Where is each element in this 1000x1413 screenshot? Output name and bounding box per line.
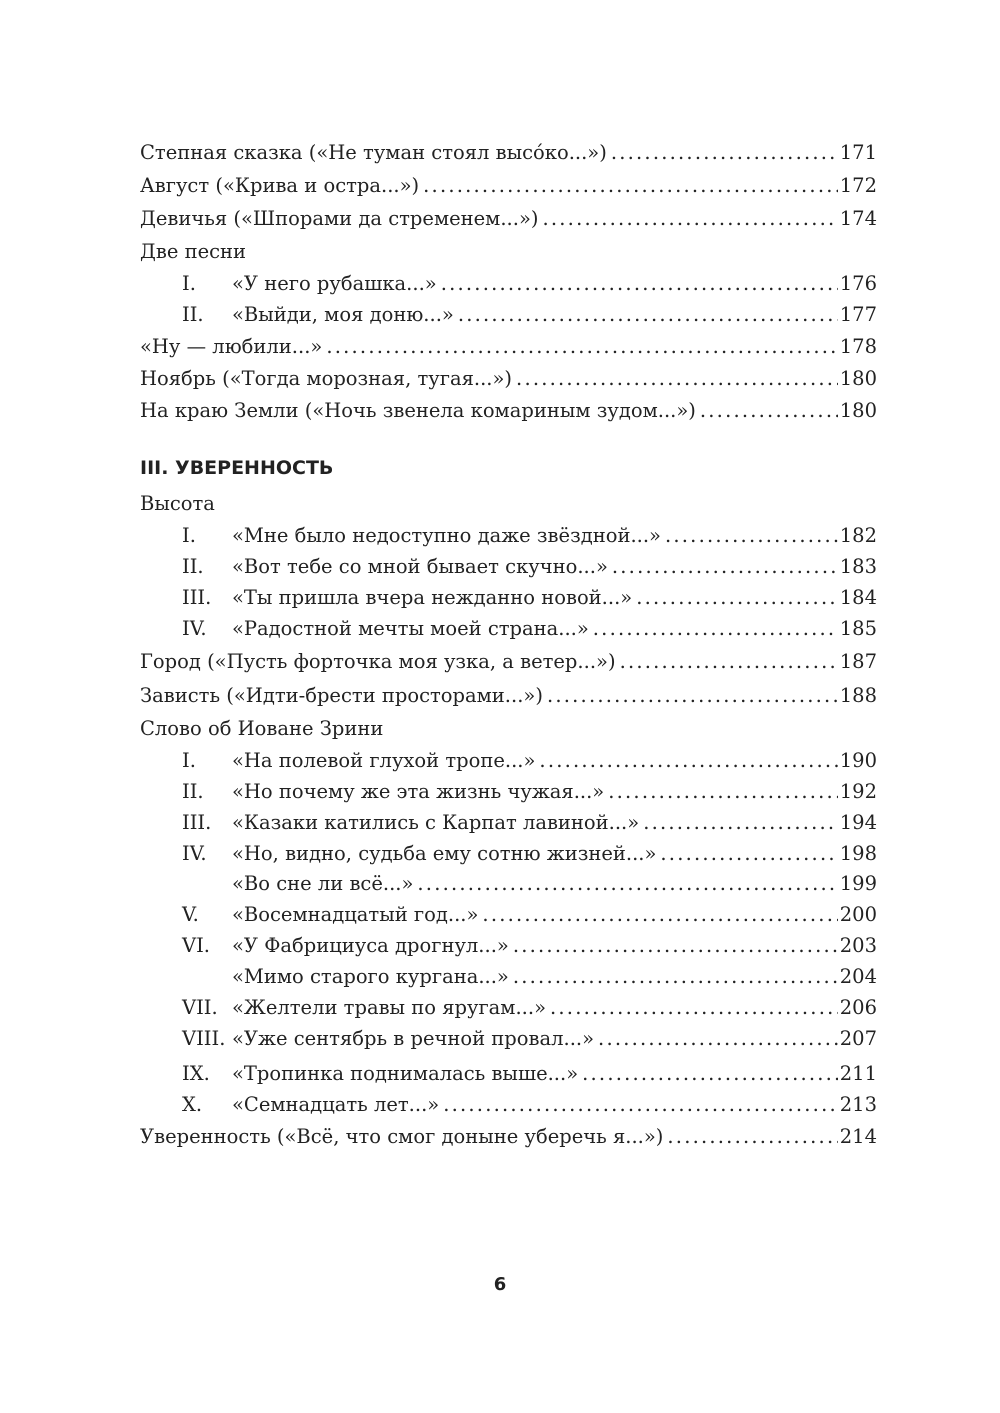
- roman-numeral: IV.: [182, 617, 207, 640]
- toc-entry: [140, 684, 877, 708]
- page-number: 178: [839, 335, 877, 358]
- page-number: 184: [839, 586, 877, 609]
- page-number: 183: [839, 555, 877, 578]
- entry-title: Ноябрь («Тогда морозная, тугая...»): [140, 367, 513, 390]
- roman-numeral: I.: [182, 524, 196, 547]
- page-number: 182: [839, 524, 877, 547]
- dot-leader: [513, 934, 838, 958]
- toc-subentry: [182, 903, 877, 927]
- roman-numeral: IX.: [182, 1062, 210, 1085]
- roman-numeral: II.: [182, 303, 204, 326]
- toc-entry: [140, 650, 877, 674]
- entry-title: Август («Крива и остра...»): [140, 174, 420, 197]
- page-number: 214: [839, 1125, 877, 1148]
- page-number: 188: [839, 684, 877, 707]
- toc-entry: [140, 141, 877, 165]
- dot-leader: [598, 1027, 838, 1051]
- page-number: 199: [839, 872, 877, 895]
- entry-title: Город («Пусть форточка моя узка, а ветер...»): [140, 650, 616, 673]
- page-number: 192: [839, 780, 877, 803]
- dot-leader: [417, 872, 837, 896]
- roman-numeral: II.: [182, 555, 204, 578]
- entry-title: Степная сказка («Не туман стоял высо́ко...»): [140, 141, 607, 164]
- roman-numeral: II.: [182, 780, 204, 803]
- toc-subentry: [182, 1027, 877, 1051]
- dot-leader: [513, 965, 838, 989]
- entry-title: «Вот тебе со мной бывает скучно...»: [232, 555, 608, 578]
- page-folio: 6: [493, 1274, 507, 1295]
- page-number: 180: [839, 367, 877, 390]
- page-number: 190: [839, 749, 877, 772]
- toc-subentry: [182, 780, 877, 804]
- dot-leader: [608, 780, 838, 804]
- entry-title: На краю Земли («Ночь звенела комариным зудом...»): [140, 399, 696, 422]
- roman-numeral: VI.: [182, 934, 210, 957]
- page-number: 203: [839, 934, 877, 957]
- roman-numeral: I.: [182, 749, 196, 772]
- entry-title: «Выйди, моя доню...»: [232, 303, 454, 326]
- roman-numeral: IV.: [182, 842, 207, 865]
- dot-leader: [593, 617, 838, 641]
- entry-title: «Но, видно, судьба ему сотню жизней...»: [232, 842, 657, 865]
- toc-entry: [140, 367, 877, 391]
- page-number: 211: [839, 1062, 877, 1085]
- dot-leader: [700, 399, 838, 423]
- roman-numeral: I.: [182, 272, 196, 295]
- roman-numeral: V.: [182, 903, 199, 926]
- dot-leader: [667, 1125, 837, 1149]
- toc-subentry: [182, 842, 877, 866]
- dot-leader: [441, 272, 838, 296]
- section-heading: III. УВЕРЕННОСТЬ: [140, 457, 334, 479]
- page-number: 180: [839, 399, 877, 422]
- toc-entry: [140, 1125, 877, 1149]
- roman-numeral: VIII.: [182, 1027, 226, 1050]
- entry-title: «У Фабрициуса дрогнул...»: [232, 934, 509, 957]
- toc-entry: [140, 174, 877, 198]
- dot-leader: [612, 555, 838, 579]
- page-number: 185: [839, 617, 877, 640]
- dot-leader: [611, 141, 838, 165]
- dot-leader: [542, 207, 837, 231]
- group-title: Две песни: [140, 240, 247, 263]
- table-of-contents: [140, 0, 877, 1413]
- page-number: 206: [839, 996, 877, 1019]
- entry-title: «Радостной мечты моей страна...»: [232, 617, 589, 640]
- entry-title: «Желтели травы по яругам...»: [232, 996, 546, 1019]
- page-number: 198: [839, 842, 877, 865]
- toc-subentry: [182, 749, 877, 773]
- group-title: Высота: [140, 492, 215, 515]
- page-number: 187: [839, 650, 877, 673]
- toc-entry: [140, 335, 877, 359]
- dot-leader: [620, 650, 838, 674]
- entry-title: «Семнадцать лет...»: [232, 1093, 440, 1116]
- entry-title: Девичья («Шпорами да стременем...»): [140, 207, 539, 230]
- page-number: 213: [839, 1093, 877, 1116]
- toc-subentry: [182, 1062, 877, 1086]
- toc-entry: [140, 399, 877, 423]
- page-number: 174: [839, 207, 877, 230]
- dot-leader: [443, 1093, 838, 1117]
- entry-title: Зависть («Идти-брести просторами...»): [140, 684, 543, 707]
- dot-leader: [665, 524, 838, 548]
- page-number: 171: [839, 141, 877, 164]
- entry-title: «Уже сентябрь в речной провал...»: [232, 1027, 595, 1050]
- entry-title: Уверенность («Всё, что смог доныне уберечь я...»): [140, 1125, 664, 1148]
- entry-title: «Мимо старого кургана...»: [232, 965, 509, 988]
- entry-title: «Тропинка поднималась выше...»: [232, 1062, 579, 1085]
- entry-title: «Ну — любили...»: [140, 335, 323, 358]
- entry-title: «Мне было недоступно даже звёздной...»: [232, 524, 661, 547]
- toc-subentry: [182, 872, 877, 896]
- toc-subentry: [182, 965, 877, 989]
- entry-title: «Казаки катились с Карпат лавиной...»: [232, 811, 640, 834]
- toc-subentry: [182, 934, 877, 958]
- toc-subentry: [182, 586, 877, 610]
- dot-leader: [458, 303, 838, 327]
- entry-title: «Но почему же эта жизнь чужая...»: [232, 780, 605, 803]
- dot-leader: [482, 903, 837, 927]
- dot-leader: [547, 684, 838, 708]
- entry-title: «Во сне ли всё...»: [232, 872, 414, 895]
- dot-leader: [582, 1062, 838, 1086]
- entry-title: «У него рубашка...»: [232, 272, 437, 295]
- dot-leader: [643, 811, 838, 835]
- toc-entry: [140, 207, 877, 231]
- page-number: 194: [839, 811, 877, 834]
- page-number: 204: [839, 965, 877, 988]
- page-number: 200: [839, 903, 877, 926]
- dot-leader: [636, 586, 838, 610]
- roman-numeral: III.: [182, 586, 212, 609]
- roman-numeral: VII.: [182, 996, 218, 1019]
- page-number: 172: [839, 174, 877, 197]
- toc-subentry: [182, 811, 877, 835]
- dot-leader: [550, 996, 838, 1020]
- dot-leader: [516, 367, 838, 391]
- page-number: 207: [839, 1027, 877, 1050]
- dot-leader: [539, 749, 837, 773]
- page-number: 176: [839, 272, 877, 295]
- group-title: Слово об Иоване Зрини: [140, 717, 384, 740]
- page-number: 177: [839, 303, 877, 326]
- dot-leader: [660, 842, 837, 866]
- toc-subentry: [182, 303, 877, 327]
- entry-title: «Ты пришла вчера нежданно новой...»: [232, 586, 633, 609]
- dot-leader: [423, 174, 838, 198]
- dot-leader: [326, 335, 837, 359]
- toc-subentry: [182, 555, 877, 579]
- toc-subentry: [182, 617, 877, 641]
- toc-subentry: [182, 1093, 877, 1117]
- toc-subentry: [182, 996, 877, 1020]
- roman-numeral: III.: [182, 811, 212, 834]
- toc-subentry: [182, 524, 877, 548]
- entry-title: «На полевой глухой тропе...»: [232, 749, 536, 772]
- roman-numeral: X.: [182, 1093, 203, 1116]
- toc-subentry: [182, 272, 877, 296]
- entry-title: «Восемнадцатый год...»: [232, 903, 479, 926]
